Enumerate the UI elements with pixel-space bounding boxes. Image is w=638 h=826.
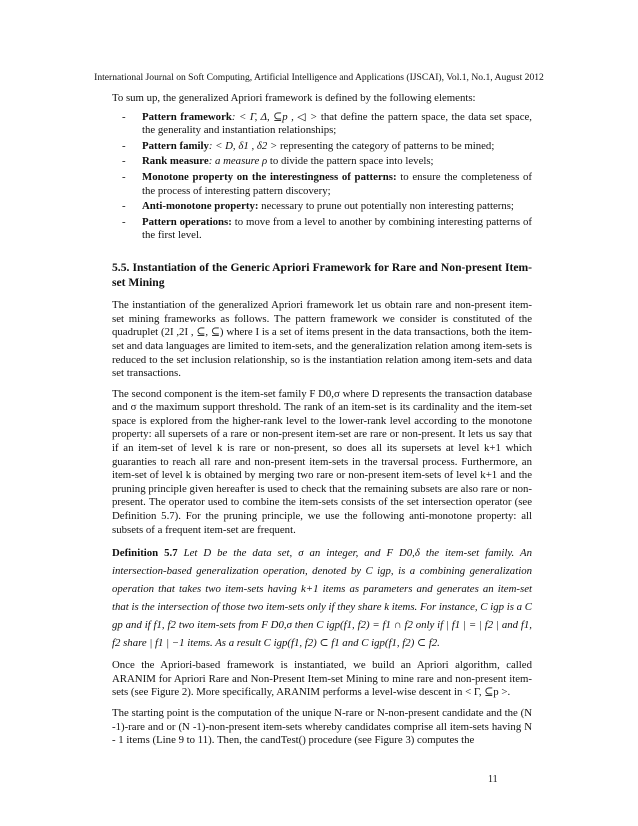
definition-5-7: [112, 544, 532, 652]
paragraph-aranim: Once the Apriori-based framework is instantiated, we build an Apriori algorithm, called ARANIM for Apriori Rare and Non-Present Item-set Mining to mine rare and non-present item-sets (see Figure 2). More specifically, ARANIM performs a level-wise descent in < Γ, ⊆p >.: [112, 659, 532, 699]
list-item: - Anti-monotone property: necessary to prune out potentially non interesting patterns;: [122, 200, 514, 213]
definition-label: Definition 5.7: [112, 547, 178, 560]
paragraph-itemset-family: The second component is the item-set family F D0,σ where D represents the transaction database and σ the maximum support threshold. The rank of an item-set is its cardinality and the item-set space is explored from the higher-rank level to the lower-rank level according to the monotone property: all supersets of a rare or non-present item-set are rare or non-present. It lets us say that if an item-set of level k is rare or non-present, so does all its supersets at level k+1 which guaranties to reach all rare and non-present item-sets in the traversal process. Furthermore, an item-set of level k is obtained by merging two rare or non-present item-sets of level k+1 and the pruning principle given hereafter is used to check that the remaining subsets are also rare or non-present. The operator used to combine the item-sets consists of the set intersection operator (see Definition 5.7). For the pruning principle, we use the following anti-monotone property: all subsets of a frequent item-set are frequent.: [112, 387, 532, 536]
intro-text: To sum up, the generalized Apriori framework is defined by the following elements:: [112, 92, 476, 104]
section-heading: 5.5. Instantiation of the Generic Apriori Framework for Rare and Non-present Item-set Mining: [112, 260, 532, 289]
list-item: - Pattern family: < D, δ1 , δ2 > representing the category of patterns to be mined;: [122, 139, 495, 152]
list-item: - Rank measure: a measure ρ to divide the pattern space into levels;: [122, 155, 434, 168]
list-item: - Pattern operations: to move from a level to another by combining interesting patterns of the first level.: [122, 215, 533, 242]
running-header: International Journal on Soft Computing, Artificial Intelligence and Applications (IJSCAI), Vol.1, No.1, August 2012: [94, 72, 544, 83]
list-item: - Monotone property on the interestingness of patterns: to ensure the completeness of the process of interesting pattern discovery;: [122, 170, 532, 197]
definition-text: Let D be the data set, σ an integer, and F D0,δ the item-set family. An intersection-based generalization operation, denoted by C igp, is a combining generalization operation that takes two item-sets having k+1 items as parameters and generates an item-set that is the intersection of those two item-sets only if they share k items. For instance, C igp is a C gp and if f1, f2 two item-sets from F D0,σ then C igp(f1, f2) = f1 ∩ f2 only if | f1 | = | f2 | and f1, f2 share | f1 | −1 items. As a result C igp(f1, f2) ⊂ f1 and C igp(f1, f2) ⊂ f2.: [112, 547, 532, 650]
paragraph-instantiation: The instantiation of the generalized Apriori framework let us obtain rare and non-present item-set mining frameworks as follows. The pattern framework we consider is constituted of the quadruplet (2I ,2I , ⊆, ⊆) where I is a set of items present in the data transactions, both the item-set and data languages are limited to item-sets, and the generalization relation among item-sets is reduced to the set inclusion relationship, so is the instantiation relation among item-sets and data set transactions.: [112, 299, 532, 380]
page-body: [112, 92, 532, 755]
page-number: 11: [488, 774, 498, 785]
list-item: - Pattern framework: < Γ, Δ, ⊆p , ◁ > that define the pattern space, the data set space, the generality and instantiation relationships;: [122, 110, 532, 137]
framework-elements-list: [112, 111, 532, 243]
paragraph-starting-point: The starting point is the computation of the unique N-rare or N-non-present candidate and the (N -1)-rare and or (N -1)-non-present item-sets whereby candidates comprise all item-sets having N - 1 items (Line 9 to 11). Then, the candTest() procedure (see Figure 3) computes the: [112, 707, 532, 747]
